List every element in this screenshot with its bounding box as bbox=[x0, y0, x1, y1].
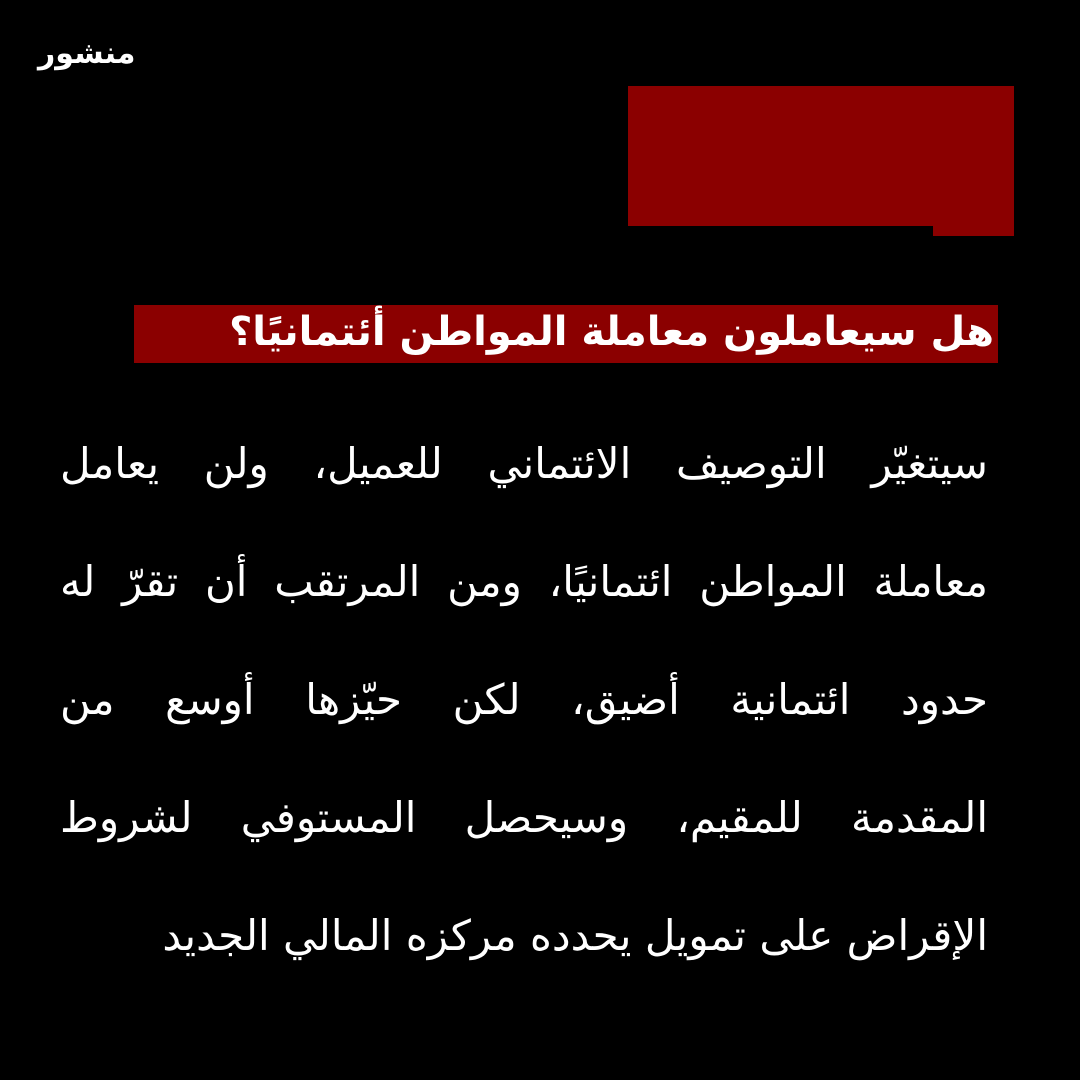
body-line: حدود ائتمانية أضيق، لكن حيّزها أوسع من bbox=[60, 675, 988, 724]
body-line: الإقراض على تمويل يحدده مركزه المالي الجديد bbox=[162, 911, 988, 960]
body-line: سيتغيّر التوصيف الائتماني للعميل، ولن يعامل bbox=[60, 439, 988, 488]
headline: هل سيعاملون معاملة المواطن أئتمانيًا؟ bbox=[229, 309, 994, 355]
decorative-red-block bbox=[628, 86, 1014, 226]
brand-logo: منشور bbox=[38, 36, 136, 71]
decorative-red-notch bbox=[933, 226, 1014, 236]
body-line: المقدمة للمقيم، وسيحصل المستوفي لشروط bbox=[60, 793, 988, 842]
body-paragraph bbox=[60, 405, 988, 995]
body-line: معاملة المواطن ائتمانيًا، ومن المرتقب أن تقرّ له bbox=[60, 557, 988, 606]
